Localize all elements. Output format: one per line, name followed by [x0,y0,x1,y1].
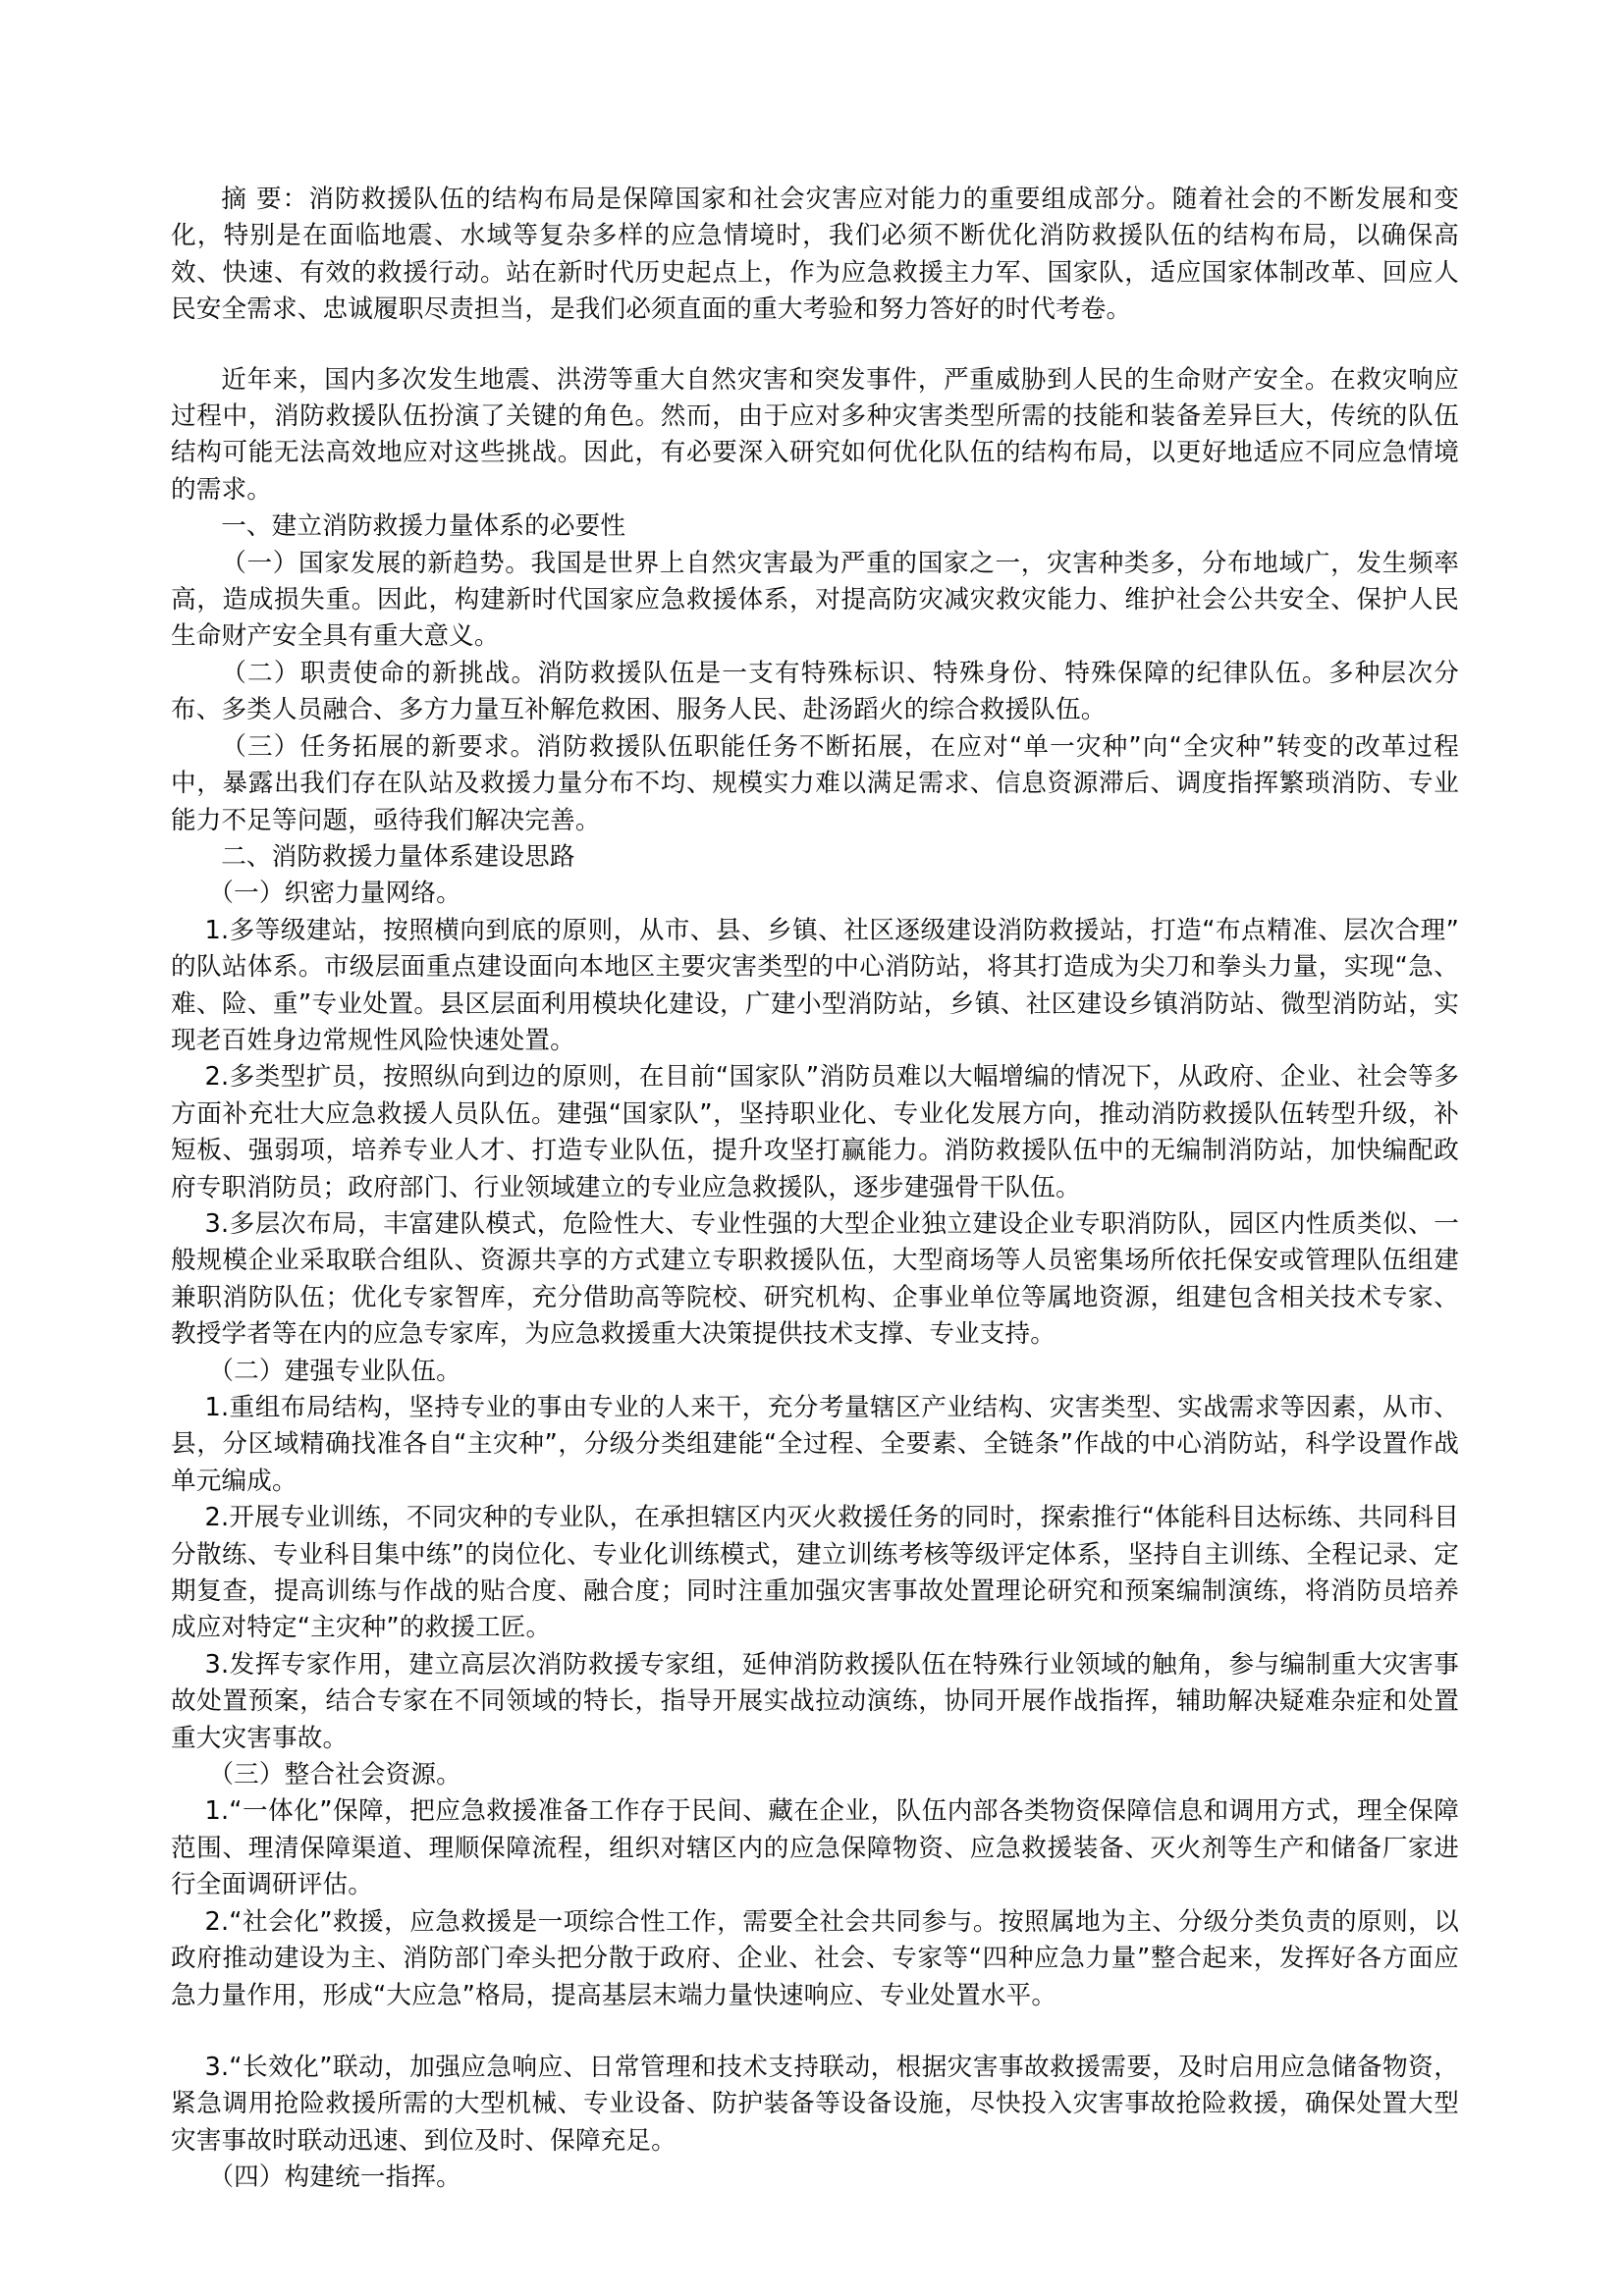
section-1-heading: 一、建立消防救援力量体系的必要性 [221,511,626,542]
section-2-sub-4-heading: （四）构建统一指挥。 [208,2163,461,2193]
section-2-sub-3-item-3: 3.“长效化”联动，加强应急响应、日常管理和技术支持联动，根据灾害事故救援需要，及时启用应急储备物资，紧急调用抢险救援所需的大型机械、专业设备、防护装备等设备设施，尽快投入灾害事故抢险救援，确保处置大型灾害事故时联动迅速、到位及时、保障充足。 [171,2052,1459,2156]
section-2-sub-2-item-2: 2.开展专业训练，不同灾种的专业队，在承担辖区内灭火救援任务的同时，探索推行“体能科目达标练、共同科目分散练、专业科目集中练”的岗位化、专业化训练模式，建立训练考核等级评定体系，坚持自主训练、全程记录、定期复查，提高训练与作战的贴合度、融合度；同时注重加强灾害事故处置理论研究和预案编制演练，将消防员培养成应对特定“主灾种”的救援工匠。 [171,1503,1459,1643]
mid-spacer [171,2014,1459,2050]
section-2-sub-2-heading: （二）建强专业队伍。 [208,1356,461,1386]
section-1-item-2: （二）职责使命的新挑战。消防救援队伍是一支有特殊标识、特殊身份、特殊保障的纪律队伍。多种层次分布、多类人员融合、多方力量互补解危救困、服务人民、赴汤蹈火的综合救援队伍。 [171,658,1459,725]
section-2-sub-1-item-1: 1.多等级建站，按照横向到底的原则，从市、县、乡镇、社区逐级建设消防救援站，打造“布点精准、层次合理”的队站体系。市级层面重点建设面向本地区主要灾害类型的中心消防站，将其打造成为尖刀和拳头力量，实现“急、难、险、重”专业处置。县区层面利用模块化建设，广建小型消防站，乡镇、社区建设乡镇消防站、微型消防站，实现老百姓身边常规性风险快速处置。 [171,915,1459,1055]
section-2-sub-2-item-3: 3.发挥专家作用，建立高层次消防救援专家组，延伸消防救援队伍在特殊行业领域的触角，参与编制重大灾害事故处置预案，结合专家在不同领域的特长，指导开展实战拉动演练，协同开展作战指挥，辅助解决疑难杂症和处置重大灾害事故。 [171,1649,1459,1753]
section-2-sub-1-heading: （一）织密力量网络。 [208,879,461,909]
section-2-sub-2-item-1: 1.重组布局结构，坚持专业的事由专业的人来干，充分考量辖区产业结构、灾害类型、实战需求等因素，从市、县，分区域精确找准各自“主灾种”，分级分类组建能“全过程、全要素、全链条”作战的中心消防站，科学设置作战单元编成。 [171,1393,1459,1496]
intro-paragraph: 近年来，国内多次发生地震、洪涝等重大自然灾害和突发事件，严重威胁到人民的生命财产安全。在救灾响应过程中，消防救援队伍扮演了关键的角色。然而，由于应对多种灾害类型所需的技能和装备差异巨大，传统的队伍结构可能无法高效地应对这些挑战。因此，有必要深入研究如何优化队伍的结构布局，以更好地适应不同应急情境的需求。 [171,364,1459,505]
abstract-spacer [171,329,1459,362]
section-2-sub-3-item-1: 1.“一体化”保障，把应急救援准备工作存于民间、藏在企业，队伍内部各类物资保障信息和调用方式，理全保障范围、理清保障渠道、理顺保障流程，组织对辖区内的应急保障物资、应急救援装备、灭火剂等生产和储备厂家进行全面调研评估。 [171,1796,1459,1900]
section-2-sub-1-item-3: 3.多层次布局，丰富建队模式，危险性大、专业性强的大型企业独立建设企业专职消防队，园区内性质类似、一般规模企业采取联合组队、资源共享的方式建立专职救援队伍，大型商场等人员密集场所依托保安或管理队伍组建兼职消防队伍；优化专家智库，充分借助高等院校、研究机构、企事业单位等属地资源，组建包含相关技术专家、教授学者等在内的应急专家库，为应急救援重大决策提供技术支撑、专业支持。 [171,1208,1459,1350]
section-1-item-3: （三）任务拓展的新要求。消防救援队伍职能任务不断拓展，在应对“单一灾种”向“全灾种”转变的改革过程中，暴露出我们存在队站及救援力量分布不均、规模实力难以满足需求、信息资源滞后、调度指挥繁琐消防、专业能力不足等问题，亟待我们解决完善。 [171,731,1459,835]
section-2-sub-1-item-2: 2.多类型扩员，按照纵向到边的原则，在目前“国家队”消防员难以大幅增编的情况下，从政府、企业、社会等多方面补充壮大应急救援人员队伍。建强“国家队”，坚持职业化、专业化发展方向，推动消防救援队伍转型升级，补短板、强弱项，培养专业人才、打造专业队伍，提升攻坚打赢能力。消防救援队伍中的无编制消防站，加快编配政府专职消防员；政府部门、行业领域建立的专业应急救援队，逐步建强骨干队伍。 [171,1062,1459,1202]
section-2-sub-3-item-2: 2.“社会化”救援，应急救援是一项综合性工作，需要全社会共同参与。按照属地为主、分级分类负责的原则，以政府推动建设为主、消防部门牵头把分散于政府、企业、社会、专家等“四种应急力量”整合起来，发挥好各方面应急力量作用，形成“大应急”格局，提高基层末端力量快速响应、专业处置水平。 [171,1906,1459,2010]
page-content [171,182,1459,2197]
section-1-item-1: （一）国家发展的新趋势。我国是世界上自然灾害最为严重的国家之一，灾害种类多，分布地域广，发生频率高，造成损失重。因此，构建新时代国家应急救援体系，对提高防灾减灾救灾能力、维护社会公共安全、保护人民生命财产安全具有重大意义。 [171,548,1459,652]
section-2-heading: 二、消防救援力量体系建设思路 [221,841,575,872]
section-2-sub-3-heading: （三）整合社会资源。 [208,1760,461,1790]
abstract-paragraph: 摘 要：消防救援队伍的结构布局是保障国家和社会灾害应对能力的重要组成部分。随着社会的不断发展和变化，特别是在面临地震、水域等复杂多样的应急情境时，我们必须不断优化消防救援队伍的结构布局，以确保高效、快速、有效的救援行动。站在新时代历史起点上，作为应急救援主力军、国家队，适应国家体制改革、回应人民安全需求、忠诚履职尽责担当，是我们必须直面的重大考验和努力答好的时代考卷。 [171,185,1459,325]
